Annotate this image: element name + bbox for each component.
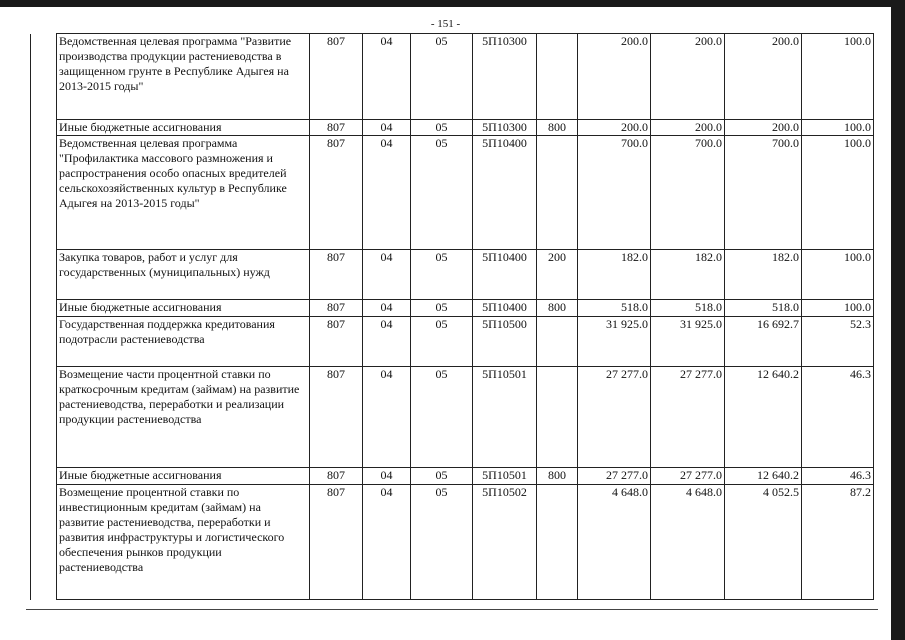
- margin-cell: [31, 317, 57, 367]
- ministry-code: 807: [310, 34, 363, 120]
- section-code: 04: [363, 367, 411, 468]
- plan-amount: 518.0: [578, 300, 651, 317]
- margin-cell: [31, 485, 57, 600]
- margin-cell: [31, 136, 57, 250]
- percent-executed: 100.0: [802, 34, 874, 120]
- margin-cell: [31, 120, 57, 136]
- plan-amount: 200.0: [578, 120, 651, 136]
- ministry-code: 807: [310, 367, 363, 468]
- expense-type: 800: [537, 468, 578, 485]
- target-article: 5П10501: [473, 367, 537, 468]
- row-name: Возмещение процентной ставки по инвестиционным кредитам (займам) на развитие растениеводства, переработки и развития инфраструктуры и логистического обеспечения рынков продукции растениеводства: [57, 485, 310, 600]
- subsection-code: 05: [411, 317, 473, 367]
- refined-amount: 27 277.0: [651, 468, 725, 485]
- subsection-code: 05: [411, 300, 473, 317]
- target-article: 5П10500: [473, 317, 537, 367]
- ministry-code: 807: [310, 300, 363, 317]
- section-code: 04: [363, 250, 411, 300]
- ministry-code: 807: [310, 485, 363, 600]
- row-name: Иные бюджетные ассигнования: [57, 300, 310, 317]
- page-number: - 151 -: [430, 18, 461, 30]
- subsection-code: 05: [411, 120, 473, 136]
- expense-type: [537, 317, 578, 367]
- subsection-code: 05: [411, 468, 473, 485]
- table-row: [31, 34, 874, 120]
- refined-amount: 200.0: [651, 120, 725, 136]
- section-code: 04: [363, 300, 411, 317]
- executed-amount: 200.0: [725, 120, 802, 136]
- executed-amount: 16 692.7: [725, 317, 802, 367]
- row-name: Ведомственная целевая программа "Профилактика массового размножения и распространения особо опасных вредителей сельскохозяйственных культур в Республике Адыгея на 2013-2015 годы": [57, 136, 310, 250]
- margin-cell: [31, 250, 57, 300]
- section-code: 04: [363, 34, 411, 120]
- scan-border-top: [0, 0, 905, 7]
- percent-executed: 46.3: [802, 468, 874, 485]
- margin-cell: [31, 367, 57, 468]
- plan-amount: 27 277.0: [578, 468, 651, 485]
- expense-type: 200: [537, 250, 578, 300]
- section-code: 04: [363, 136, 411, 250]
- ministry-code: 807: [310, 136, 363, 250]
- percent-executed: 100.0: [802, 250, 874, 300]
- executed-amount: 182.0: [725, 250, 802, 300]
- executed-amount: 700.0: [725, 136, 802, 250]
- target-article: 5П10400: [473, 250, 537, 300]
- row-name: Государственная поддержка кредитования подотрасли растениеводства: [57, 317, 310, 367]
- section-code: 04: [363, 120, 411, 136]
- plan-amount: 31 925.0: [578, 317, 651, 367]
- refined-amount: 182.0: [651, 250, 725, 300]
- expense-type: [537, 34, 578, 120]
- table-row: [31, 468, 874, 485]
- plan-amount: 200.0: [578, 34, 651, 120]
- refined-amount: 700.0: [651, 136, 725, 250]
- executed-amount: 518.0: [725, 300, 802, 317]
- percent-executed: 52.3: [802, 317, 874, 367]
- section-code: 04: [363, 468, 411, 485]
- ministry-code: 807: [310, 250, 363, 300]
- expense-type: 800: [537, 300, 578, 317]
- percent-executed: 100.0: [802, 120, 874, 136]
- row-name: Иные бюджетные ассигнования: [57, 468, 310, 485]
- row-name: Возмещение части процентной ставки по краткосрочным кредитам (займам) на развитие растениеводства, переработки и реализации продукции растениеводства: [57, 367, 310, 468]
- expense-type: 800: [537, 120, 578, 136]
- margin-cell: [31, 34, 57, 120]
- target-article: 5П10502: [473, 485, 537, 600]
- bottom-rule: [26, 609, 878, 610]
- table-row: [31, 250, 874, 300]
- plan-amount: 4 648.0: [578, 485, 651, 600]
- target-article: 5П10400: [473, 136, 537, 250]
- target-article: 5П10300: [473, 120, 537, 136]
- target-article: 5П10400: [473, 300, 537, 317]
- subsection-code: 05: [411, 136, 473, 250]
- refined-amount: 518.0: [651, 300, 725, 317]
- section-code: 04: [363, 485, 411, 600]
- row-name: Закупка товаров, работ и услуг для государственных (муниципальных) нужд: [57, 250, 310, 300]
- section-code: 04: [363, 317, 411, 367]
- plan-amount: 700.0: [578, 136, 651, 250]
- ministry-code: 807: [310, 317, 363, 367]
- row-name: Иные бюджетные ассигнования: [57, 120, 310, 136]
- refined-amount: 31 925.0: [651, 317, 725, 367]
- table-row: [31, 120, 874, 136]
- table-row: [31, 367, 874, 468]
- refined-amount: 27 277.0: [651, 367, 725, 468]
- executed-amount: 12 640.2: [725, 367, 802, 468]
- refined-amount: 200.0: [651, 34, 725, 120]
- row-name: Ведомственная целевая программа "Развитие производства продукции растениеводства в защищенном грунте в Республике Адыгея на 2013-2015 годы": [57, 34, 310, 120]
- percent-executed: 100.0: [802, 136, 874, 250]
- margin-cell: [31, 300, 57, 317]
- subsection-code: 05: [411, 34, 473, 120]
- expense-type: [537, 136, 578, 250]
- table-row: [31, 136, 874, 250]
- margin-cell: [31, 468, 57, 485]
- plan-amount: 27 277.0: [578, 367, 651, 468]
- ministry-code: 807: [310, 468, 363, 485]
- ministry-code: 807: [310, 120, 363, 136]
- table-row: [31, 485, 874, 600]
- subsection-code: 05: [411, 367, 473, 468]
- percent-executed: 100.0: [802, 300, 874, 317]
- executed-amount: 200.0: [725, 34, 802, 120]
- table-row: [31, 300, 874, 317]
- budget-table: [30, 33, 874, 600]
- percent-executed: 87.2: [802, 485, 874, 600]
- subsection-code: 05: [411, 485, 473, 600]
- percent-executed: 46.3: [802, 367, 874, 468]
- subsection-code: 05: [411, 250, 473, 300]
- expense-type: [537, 485, 578, 600]
- executed-amount: 12 640.2: [725, 468, 802, 485]
- table-row: [31, 317, 874, 367]
- plan-amount: 182.0: [578, 250, 651, 300]
- executed-amount: 4 052.5: [725, 485, 802, 600]
- expense-type: [537, 367, 578, 468]
- refined-amount: 4 648.0: [651, 485, 725, 600]
- target-article: 5П10300: [473, 34, 537, 120]
- scan-border-right: [891, 0, 905, 640]
- target-article: 5П10501: [473, 468, 537, 485]
